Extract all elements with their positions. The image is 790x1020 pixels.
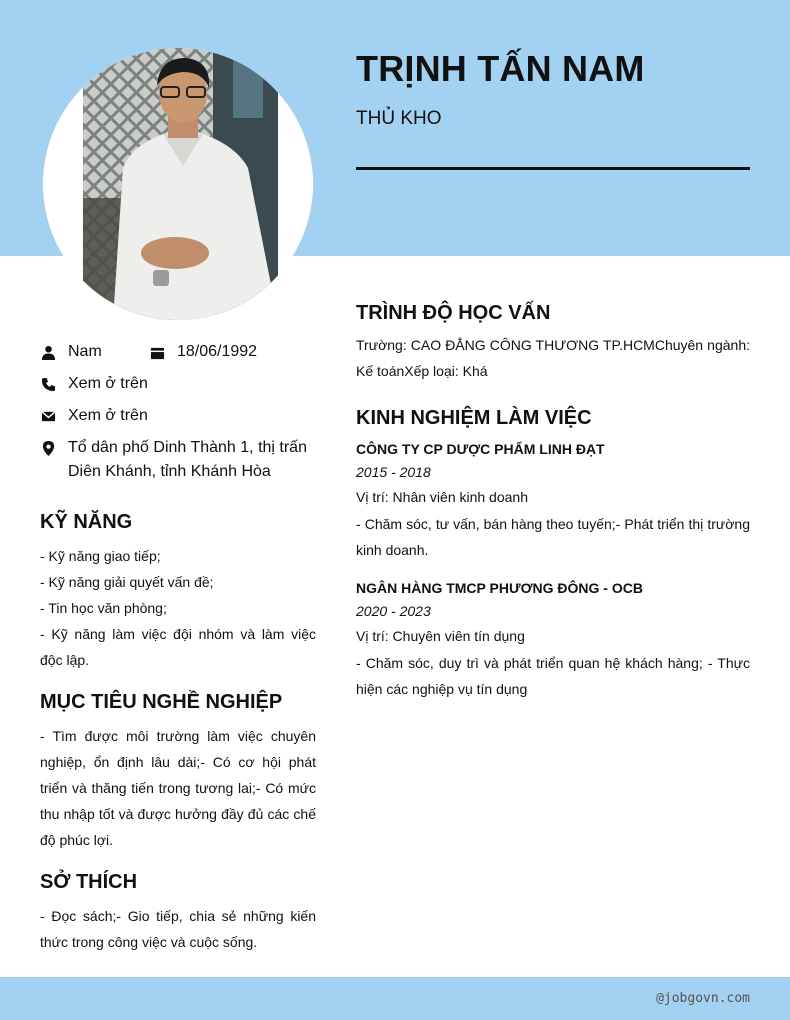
job-period: 2020 - 2023 [356, 603, 431, 619]
job-title: THỦ KHO [356, 108, 442, 129]
mail-icon [40, 404, 56, 428]
gender-value: Nam [68, 343, 102, 360]
job-period: 2015 - 2018 [356, 464, 431, 480]
location-pin-icon [40, 436, 56, 460]
education-text: Trường: CAO ĐẲNG CÔNG THƯƠNG TP.HCMChuyên ngành: Kế toánXếp loại: Khá [356, 337, 750, 379]
objective-title: MỤC TIÊU NGHỀ NGHIỆP [40, 691, 283, 713]
skill-item: - Kỹ năng giải quyết vấn đề; [40, 574, 214, 590]
skill-item: - Tin học văn phòng; [40, 600, 167, 616]
gender-row [40, 340, 102, 364]
hobbies-title: SỞ THÍCH [40, 871, 138, 893]
job-position: Vị trí: Chuyên viên tín dụng [356, 628, 525, 644]
phone-value: Xem ở trên [68, 375, 148, 392]
hobbies-text: - Đọc sách;- Gio tiếp, chia sẻ những kiến thức trong công việc và cuộc sống. [40, 908, 316, 950]
address-value: Tổ dân phố Dinh Thành 1, thị trấn Diên Khánh, tỉnh Khánh Hòa [68, 439, 307, 480]
person-icon [40, 340, 56, 364]
calendar-icon [149, 340, 165, 364]
email-row [40, 404, 148, 428]
experience-title: KINH NGHIỆM LÀM VIỆC [356, 407, 592, 429]
birthdate-row [149, 340, 257, 364]
candidate-name: TRỊNH TẤN NAM [356, 48, 645, 89]
job-description: - Chăm sóc, duy trì và phát triển quan hệ khách hàng; - Thực hiện các nghiệp vụ tín dụng [356, 655, 750, 697]
phone-row [40, 372, 148, 396]
skill-item: - Kỹ năng làm việc đội nhóm và làm việc độc lập. [40, 626, 316, 668]
profile-photo [43, 48, 313, 320]
job-company: NGÂN HÀNG TMCP PHƯƠNG ĐÔNG - OCB [356, 580, 643, 596]
job-position: Vị trí: Nhân viên kinh doanh [356, 489, 528, 505]
job-company: CÔNG TY CP DƯỢC PHẨM LINH ĐẠT [356, 441, 605, 457]
skills-list [40, 543, 316, 673]
skills-title: KỸ NĂNG [40, 511, 133, 533]
skill-item: - Kỹ năng giao tiếp; [40, 548, 161, 564]
header-divider [356, 167, 750, 170]
education-title: TRÌNH ĐỘ HỌC VẤN [356, 302, 551, 324]
objective-text: - Tìm được môi trường làm việc chuyên nghiệp, ổn định lâu dài;- Có cơ hội phát triển và thăng tiến trong tương lai;- Có mức thu nhập tốt và được hưởng đầy đủ các chế độ phúc lợi. [40, 728, 316, 848]
job-description: - Chăm sóc, tư vấn, bán hàng theo tuyến;- Phát triển thị trường kinh doanh. [356, 516, 750, 558]
birthdate-value: 18/06/1992 [177, 343, 258, 360]
phone-icon [40, 372, 56, 396]
footer-watermark: @jobgovn.com [656, 991, 750, 1006]
avatar [43, 48, 313, 320]
email-value: Xem ở trên [68, 407, 148, 424]
address-row [40, 436, 310, 484]
